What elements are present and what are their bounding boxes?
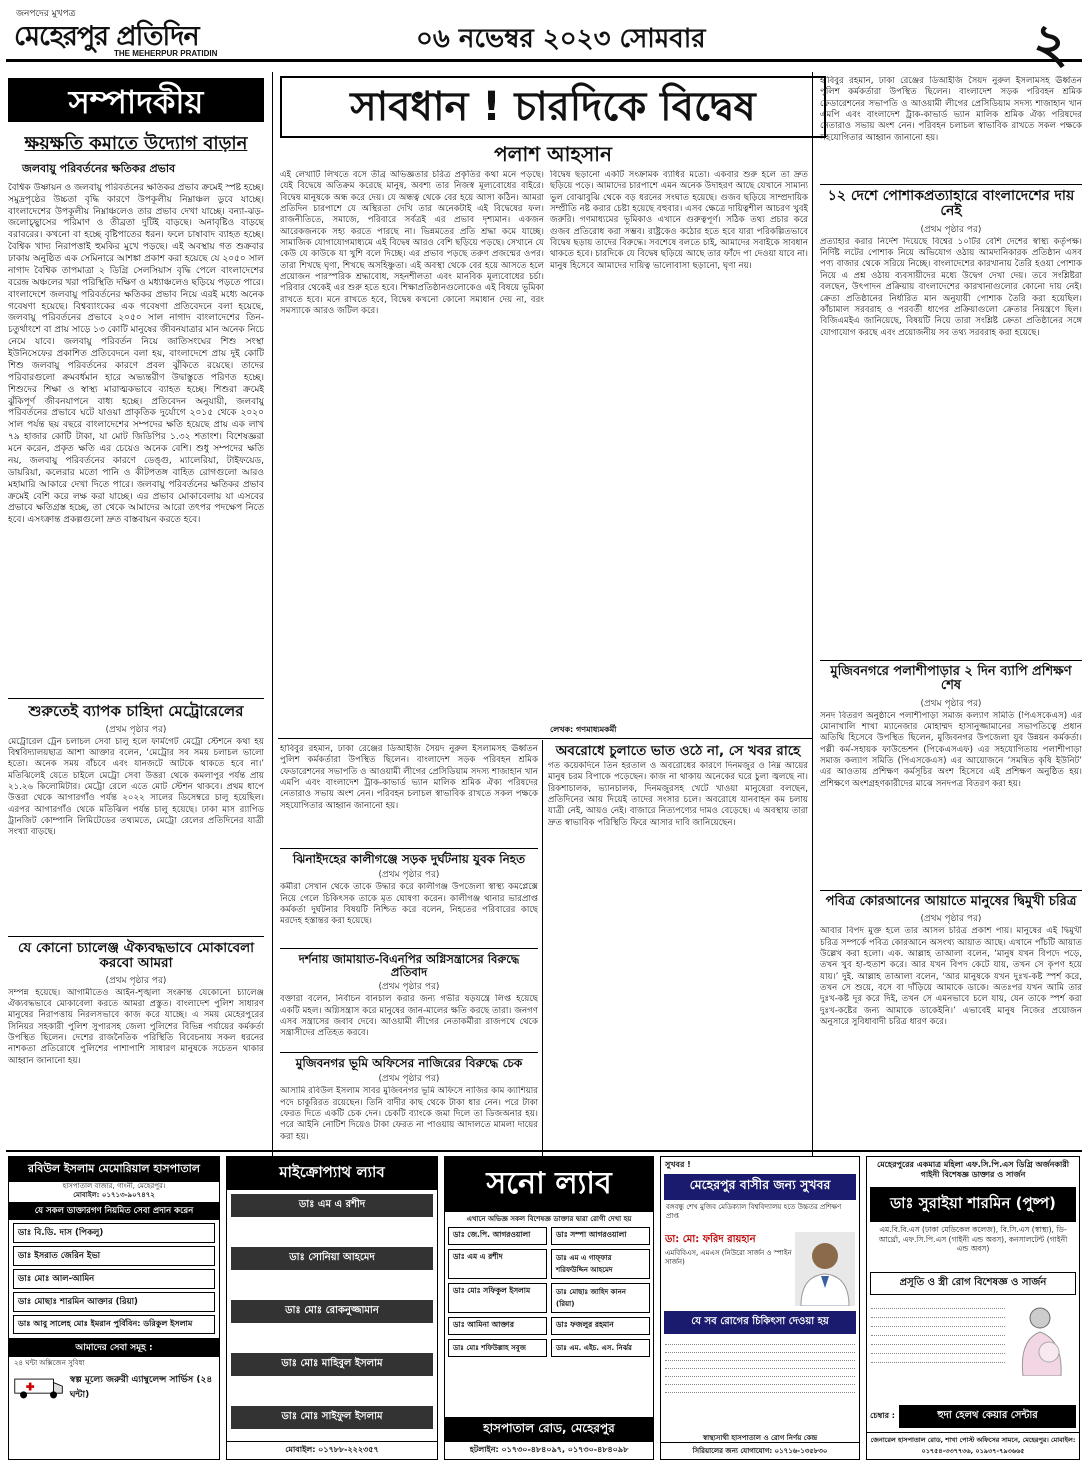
lead-author-note: লেখক: গণমাধ্যমকর্মী [550,725,617,734]
ad-phone: সিরিয়ালের জন্য যোগাযোগ: ০১৭১৬-১৩৫৮৩০ [661,1442,859,1459]
ad-phone: মোবাইল: ০১৭১৩-৯০৭৪৭২ [73,1191,155,1200]
continued-label: (প্রথম পৃষ্ঠার পর) [105,724,167,735]
garments-headline: ১২ দেশে পোশাকপ্রত্যাহারে বাংলাদেশের দায় নেই [827,188,1075,220]
editorial-headline: ক্ষয়ক্ষতি কমাতে উদ্যোগ বাড়ান [24,133,248,154]
doctor-name: ডাঃ সম্পা আগরওয়ালা [551,1227,650,1245]
editorial-banner: সম্পাদকীয় [8,78,264,122]
doctor-name: ডাঃ এম এ রশীদ [448,1249,547,1279]
ad-title: রবিউল ইসলাম মেমোরিয়াল হাসপাতাল [9,1157,219,1182]
doctor-block [661,1230,859,1308]
continued-label: (প্রথম পৃষ্ঠার পর) [920,698,982,709]
service-block [867,1298,1079,1378]
list-item [871,1336,1005,1345]
doctor-name: ডাঃ আবু সালেহ মোঃ ইমরান পুর্বিবিন: ডরিকুল ইসলাম [13,1315,215,1334]
metrorail-article [8,698,264,930]
doctor-name: ডাঃ মোঃ মাহিবুল ইসলাম [231,1353,433,1376]
doctor-name: ডাঃ মোঃ সফিকুল ইসলাম [448,1283,547,1313]
service-list [871,1300,1005,1376]
list-item [871,1345,1005,1354]
continued-label: (প্রথম পৃষ্ঠার পর) [105,975,167,986]
divider [278,738,812,739]
newspaper-name-english: THE MEHERPUR PRATIDIN [114,49,218,58]
editorial-section [8,130,264,690]
ad-title: মাইক্রোপ্যাথ ল্যাব [227,1157,437,1190]
ad-service: ২৪ ঘন্টা অক্সিজেন সুবিধা [14,1359,85,1368]
ad-sono-lab [444,1156,654,1460]
chamber-label: চেম্বার : [870,1411,895,1420]
training-body: সনদ বিতরণ অনুষ্ঠানে পলাশীপাড়া সমাজ কল্যাণ সমিতি (পিএসকেএস) এর মোনাখালি শাখা ম্যানেজার মোহাম্মদ হাসানুজ্জামানের সভাপতিত্বে প্রধান অতিথি হিসেবে উপস্থিত ছিলেন, মুজিবনগর উপজেলা যুব উন্নয়ন কর্মকর্তা। পল্লী কর্ম-সহায়ক ফাউন্ডেশন (পিকেএসএফ) এর সহযোগিতায় পলাশীপাড়া সমাজ কল্যাণ সমিতি (পিএসকেএস) এর আয়োজনে ‘সমন্বিত কৃষি ইউনিট’ এর আওতায় প্রশিক্ষণ কর্মসূচির অংশ হিসেবে এই প্রশিক্ষণ অনুষ্ঠিত হয়। প্রশিক্ষণে অংশগ্রহণকারীদের মাঝে সনদপত্র বিতরণ করা হয়। [820,710,1082,789]
doctor-name: ডাঃ মোঃ শফিউল্লাহ সবুজ [448,1339,547,1357]
ad-phone: মোবাইল: ০১৭৮৮-২২২৩৫৭ [227,1441,437,1459]
doctor-details [665,1232,795,1306]
continued-label: (প্রথম পৃষ্ঠার পর) [378,870,440,881]
doctor-name: ডাঃ এম. এইচ. এস. নির্ঝর [551,1339,650,1357]
jhenaidah-article [280,848,538,944]
unity-headline: যে কোনো চ্যালেঞ্জ ঐক্যবদ্ধভাবে মোকাবেলা করবো আমরা [17,940,255,971]
disease-list [665,1337,855,1429]
rice-headline: অবরোধে চুলাতে ভাত ওঠে না, সে খবর রাহে [555,744,801,759]
ad-micropath-lab [226,1156,438,1460]
doctor-grid [445,1224,653,1360]
continued-label: (প্রথম পৃষ্ঠার পর) [920,914,982,925]
list-item [871,1309,1005,1318]
doctor-degree: এমবিবিএস, এমএস (নিউরো সার্জন ও স্পাইন সার্জন) [665,1249,792,1267]
ads-divider [6,1150,1082,1152]
maternity-illustration [1005,1300,1075,1376]
ad-title: সনো ল্যাব [445,1157,653,1212]
doctor-name: ডাঃ সোনিয়া আহমেদ [231,1247,433,1270]
mujibnagar-headline: মুজিবনগর ভূমি অফিসের নাজিরের বিরুদ্ধে চেক [295,1056,523,1070]
ad-top-line: মেহেরপুরের একমাত্র মহিলা এফ.সি.পি.এস ডিগ্রি অর্জনকারী গাইনী বিশেষজ্ঞ ডাক্তার ও সার্জন [876,1160,1070,1180]
ambulance-text: স্বল্প মূল্যে জরুরী এ্যাম্বুলেন্স সার্ভিস (২৪ ঘন্টা) [69,1375,213,1401]
unity-body: সম্পন্ন হয়েছে। আগামীতেও আইন-শৃঙ্খলা সংক্রান্ত যেকোনো চ্যালেঞ্জ ঐক্যবদ্ধভাবে মোকাবেলা করতে আমরা প্রস্তুত। বাংলাদেশ পুলিশ সাধারণ মানুষের নিরাপত্তায় নিরলসভাবে কাজ করে যাচ্ছে। এ সময় মেহেরপুরের সিনিয়র সহকারী পুলিশ সুপারসহ জেলা পুলিশের বিভিন্ন পর্যায়ের কর্মকর্তা উপস্থিত ছিলেন। দেশের রাজনৈতিক পরিস্থিতি বিবেচনায় সকল ধরনের নাশকতা প্রতিরোধে পুলিশের পাশাপাশি সাধারণ মানুষকে সচেতন থাকার আহ্বান জানানো হয়। [8,987,264,1066]
doctor-photo [795,1232,855,1306]
bnp-headline: দর্শনায় জামায়াত-বিএনপির অগ্নিসন্ত্রাসের বিরুদ্ধে প্রতিবাদ [298,952,520,979]
lead-headline: সাবধান ! চারদিকে বিদ্বেষ [280,76,826,138]
masthead-tagline: জনপদের মুখপত্র [16,9,76,19]
mujibnagar-article [280,1052,538,1148]
ad-kicker: সুখবর ! [665,1160,691,1169]
metrorail-headline: শুরুতেই ব্যাপক চাহিদা মেট্রোরেলের [28,702,244,720]
ad-specialty: প্রসূতি ও স্ত্রী রোগ বিশেষজ্ঞ ও সার্জন [870,1272,1076,1295]
list-item [665,1353,855,1361]
garments-body: প্রত্যাহার করার নির্দেশ দিয়েছে বিশ্বের ১০টির বেশি দেশের স্বাস্থ্য কর্তৃপক্ষ। নির্দিষ্ট লটের পোশাক নিয়ে অভিযোগ ওঠায় আমদানিকারক প্রতিষ্ঠান এসব পণ্য বাজার থেকে সরিয়ে নিচ্ছে। বাংলাদেশের কারখানায় তৈরি হওয়া পোশাক নিয়ে এ প্রশ্ন ওঠায় ব্যবসায়ীদের মধ্যে উদ্বেগ দেখা দেয়। তবে সংশ্লিষ্টরা বলছেন, উৎপাদন প্রক্রিয়ায় বাংলাদেশের কারখানাগুলোর কোনো দায় নেই। ক্রেতা প্রতিষ্ঠানের নির্ধারিত মান অনুযায়ী পোশাক তৈরি করা হয়েছিল। কাঁচামাল সরবরাহ ও পরবর্তী ধাপের প্রক্রিয়াগুলো ক্রেতার নিয়ন্ত্রণে ছিল। বিজিএমইএ জানিয়েছে, বিষয়টি নিয়ে তারা সংশ্লিষ্ট ক্রেতা প্রতিষ্ঠানের সঙ্গে যোগাযোগ করছে এবং প্রয়োজনীয় সব তথ্য সরবরাহ করা হয়েছে। [820,236,1082,338]
quran-body: আবার বিপদ মুক্ত হলে তার আসল চরিত্র প্রকাশ পায়। মানুষের এই দ্বিমুখী চরিত্র সম্পর্কে পবিত্র কোরআনে অসংখ্য আয়াত আছে। এখানে পাঁচটি আয়াত উল্লেখ করা হলো। এক. আল্লাহ তাআলা বলেন, ‘মানুষ যখন বিপদে পড়ে, তখন খুব হা-হুতাশ করে। আর যখন বিপদ কেটে যায়, তখন সে কৃপণ হয়ে যায়।’ দুই. আল্লাহ তাআলা বলেন, ‘আর মানুষকে যখন দুঃখ-কষ্ট স্পর্শ করে, তখন সে শুয়ে, বসে বা দাঁড়িয়ে আমাকে ডাকে। অতঃপর যখন আমি তার দুঃখ-কষ্ট দূর করে দিই, তখন সে এমনভাবে চলে যায়, যেন তাকে স্পর্শ করা দুঃখ-কষ্টের জন্য আমাকে ডাকেইনি।’ এভাবেই মানুষ নিজের প্রয়োজন অনুসারে সুবিধাবাদী চরিত্র ধারণ করে। [820,926,1082,1028]
garments-article [820,184,1082,654]
rice-body: গত কয়েকদিনে তিন হরতাল ও অবরোধের কারণে দিনমজুর ও নিম্ন আয়ের মানুষ চরম বিপাকে পড়েছেন। কাজ না থাকায় অনেকের ঘরে চুলা জ্বলছে না। রিকশাচালক, ভ্যানচালক, দিনমজুরসহ খেটে খাওয়া মানুষেরা বলছেন, প্রতিদিনের আয় দিয়েই তাদের সংসার চলে। অবরোধে যানবাহন কম চলায় যাত্রী নেই, আয়ও নেই। বাজারে নিত্যপণ্যের দামও বেড়েছে। এ অবস্থায় তারা দ্রুত স্বাভাবিক পরিস্থিতি ফিরে আসার দাবি জানিয়েছেন। [548,760,808,828]
ad-address: হাসপাতাল রোড, মেহেরপুর [445,1417,653,1443]
doctor-degree [227,1327,437,1349]
quran-article [820,890,1082,1146]
editorial-subhead: জলবায়ু পরিবর্তনের ক্ষতিকর প্রভাব [22,161,176,175]
ad-rabiul-hospital [8,1156,220,1460]
doctor-name: ডাঃ মোঃ আল-আমিন [13,1269,215,1289]
doctor-name: ডাঃ ফজলুর রহমান [551,1317,650,1335]
doctor-degree [227,1221,437,1243]
ad-gynae-doctor [866,1156,1080,1460]
list-item [665,1377,855,1385]
ambulance-row [13,1372,215,1402]
doctor-degree [227,1274,437,1296]
ad-place: স্বাস্থ্যসাথী হাসপাতাল ও রোগ নির্ণয় কেন্দ্র [702,1433,818,1442]
ad-intro: বঙ্গবন্ধু শেখ মুজিব মেডিক্যাল বিশ্ববিদ্যালয় হতে উচ্চতর প্রশিক্ষণ প্রাপ্ত [666,1203,842,1221]
list-item [871,1354,1005,1363]
metrorail-body: মেট্রোরেল ট্রেন চলাচল সেবা চালু হলে ফার্মগেট মেট্রো স্টেশনে কথা হয় বিশ্ববিদ্যালয়ছাত্র আশা আক্তার বলেন, ‘মেট্রোর সব সময় চলাচল ভালো হতো। অনেক সময় বাঁচবে এবং যানজটে আটকে থাকতে হবে না।’ মতিঝিলেই যেতে চাইলে মেট্রো সেবা উত্তরা থেকে কমলাপুর পর্যন্ত প্রায় ২১.২৬ কিলোমিটার। মেট্রো রেলে এতে মোট স্টেশন থাকবে। প্রথম ধাপে উত্তরা থেকে আগারগাঁও পর্যন্ত ২০২২ সালের ডিসেম্বরে চালু হয়েছিল। এরপর আগারগাঁও থেকে মতিঝিল পর্যন্ত চালু হয়েছে। ঢাকা মাস র‍্যাপিড ট্রানজিট কোম্পানি লিমিটেডের তথ্যমতে, মেট্রো রেলের প্রতিদিনের যাত্রী সংখ্যা বাড়ছে। [8,736,264,838]
doctor-name: ডাঃ মোছাঃ জাহিদ কানন (রিয়া) [551,1283,650,1313]
lead-body-column-2: বিদ্বেষ ছড়ানো একটি সংক্রামক ব্যাধির মতো। একবার শুরু হলে তা দ্রুত ছড়িয়ে পড়ে। আমাদের চারপাশে এমন অনেক উদাহরণ আছে যেখানে সামান্য ভুল বোঝাবুঝি থেকে বড় ধরনের সংঘাত হয়েছে। গুজব ছড়িয়ে সাম্প্রদায়িক সম্প্রীতি নষ্ট করার চেষ্টা হয়েছে বহুবার। এসব ক্ষেত্রে দায়িত্বশীল আচরণ খুবই জরুরি। গণমাধ্যমের ভূমিকাও এখানে গুরুত্বপূর্ণ। সঠিক তথ্য প্রচার করে গুজব প্রতিরোধ করা সম্ভব। রাষ্ট্রকেও কঠোর হতে হবে যারা পরিকল্পিতভাবে বিদ্বেষ ছড়ায় তাদের বিরুদ্ধে। সবশেষে বলতে চাই, আমাদের সবাইকে সাবধান থাকতে হবে। চারদিকে যে বিদ্বেষ ছড়িয়ে আছে তার ফাঁদে পা দেওয়া যাবে না। মানুষ হিসেবে আমাদের দায়িত্ব ভালোবাসা ছড়ানো, ঘৃণা নয়। [550,170,808,271]
doctor-degree [227,1380,437,1402]
ad-band: যে সব রোগের চিকিৎসা দেওয়া হয় [664,1311,856,1334]
ad-services-label: আমাদের সেবা সমূহ : [9,1338,219,1357]
list-item [665,1361,855,1369]
jhenaidah-body: কর্মীরা সেখান থেকে তাকে উদ্ধার করে কালীগঞ্জ উপজেলা স্বাস্থ্য কমপ্লেক্সে নিয়ে গেলে চিকিৎসক তাকে মৃত ঘোষণা করেন। কালীগঞ্জ থানার ভারপ্রাপ্ত কর্মকর্তা দুর্ঘটনার বিষয়টি নিশ্চিত করে বলেন, নিহতের পরিবারের কাছে মরদেহ হস্তান্তর করা হয়েছে। [280,882,538,927]
jhenaidah-headline: ঝিনাইদহের কালীগঞ্জে সড়ক দুর্ঘটনায় যুবক নিহত [292,852,526,866]
training-article [820,660,1082,882]
masthead [6,4,1082,75]
strike-article-body: হাবিবুর রহমান, ঢাকা রেঞ্জের ডিআইজি সৈয়দ নুরুল ইসলামসহ ঊর্ধ্বতন পুলিশ কর্মকর্তারা উপস্থিত ছিলেন। বাংলাদেশ সড়ক পরিবহন শ্রমিক ফেডারেশনের সভাপতি ও আওয়ামী লীগের প্রেসিডিয়াম সদস্য শাজাহান খান এমপি এবং বাংলাদেশ ট্রাক-কাভার্ড ভ্যান মালিক শ্রমিক ঐক্য পরিষদের নেতারাও সভায় অংশ নেন। পরিবহন চলাচল স্বাভাবিক রাখতে সকল পক্ষকে সহযোগিতার আহ্বান জানানো হয়। [280,744,538,811]
unity-article [8,936,264,1146]
bnp-body: বক্তারা বলেন, নির্বাচন বানচাল করার জন্য গভীর ষড়যন্ত্রে লিপ্ত হয়েছে একটি মহল। অগ্নিসন্ত্রাস করে মানুষের জান-মালের ক্ষতি করছে তারা। জনগণ এসব সন্ত্রাসের জবাব দেবে। আওয়ামী লীগের নেতাকর্মীরা রাজপথে থেকে সন্ত্রাসীদের প্রতিহত করবে। [280,994,538,1039]
doctor-name: ডাঃ মোঃ সাইফুল ইসলাম [231,1406,433,1429]
doctor-name: ডা: মো: ফরিদ রায়হান [665,1234,756,1245]
list-item [665,1345,855,1353]
ad-subtitle: এখানে অভিজ্ঞ সকল বিশেষজ্ঞ ডাক্তার দ্বারা রোগী দেখা হয় [466,1215,632,1223]
bnp-article [280,948,538,1048]
ad-neuro-surgeon [660,1156,860,1460]
ad-band: যে সকল ডাক্তারগণ নিয়মিত সেবা প্রদান করেন [9,1202,219,1220]
list-item [871,1327,1005,1336]
lead-body-column-1: এই লেখাটি লিখতে বসে তীব্র অভিজ্ঞতার চরিত্র প্রকৃতির কথা মনে পড়ছে। যেই বিদ্বেষে অতিক্রম করেছে মানুষ, অবশ্য তার নিজস্ব মূল্যবোধের বাইরে। বিদ্বেষ মানুষকে অন্ধ করে দেয়। যে অন্ধত্ব থেকে বের হয়ে আসা কঠিন। আমরা প্রতিদিন চারপাশে যে অস্থিরতা দেখি তার অনেকটাই এই বিদ্বেষের ফল। রাজনীতিতে, সমাজে, পরিবারে সর্বত্রই এর প্রভাব দৃশ্যমান। একজন আরেকজনকে সহ্য করতে পারছে না। ভিন্নমতের প্রতি শ্রদ্ধা কমে যাচ্ছে। সামাজিক যোগাযোগমাধ্যমে এই বিদ্বেষ আরও বেশি ছড়িয়ে পড়ছে। সেখানে যে কেউ যে কাউকে যা খুশি বলে দিচ্ছে। এর প্রভাব পড়ছে তরুণ প্রজন্মের ওপর। তারা শিখছে ঘৃণা, শিখছে অসহিষ্ণুতা। এই অবস্থা থেকে বের হয়ে আসতে হলে প্রয়োজন পারস্পরিক শ্রদ্ধাবোধ, সহনশীলতা এবং মানবিক মূল্যবোধের চর্চা। পরিবার থেকেই এর শুরু হতে হবে। শিক্ষাপ্রতিষ্ঠানগুলোকেও এই বিষয়ে ভূমিকা রাখতে হবে। মনে রাখতে হবে, বিদ্বেষ কখনো কোনো সমাধান দেয় না, বরং সমস্যাকে আরও জটিল করে। [280,170,544,317]
ambulance-icon [13,1372,66,1402]
doctor-name: ডাঃ বি.ডি. দাস (পিকলু) [13,1223,215,1243]
doctor-name: ডাঃ ইসরাত জেরিন ইভা [13,1246,215,1266]
mujibnagar-body: আসামি রবিউল ইসলাম সাবর মুজিবনগর ভূমি অফিসে নাজির কাম ক্যাশিয়ার পদে চাকুরিরত রয়েছেন। তিনি বাদীর কাছ থেকে টাকা ধার নেন। পরে টাকা ফেরত দিতে একটি চেক দেন। চেকটি ব্যাংকে জমা দিলে তা ডিজঅনার হয়। পরে আইনি নোটিশ দিয়েও টাকা ফেরত না পাওয়ায় আদালতে মামলা দায়ের করা হয়। [280,1086,538,1142]
editorial-body: বৈশ্বিক উষ্ণায়ন ও জলবায়ু পরিবর্তনের ক্ষতিকর প্রভাব ক্রমেই স্পষ্ট হচ্ছে। সমুদ্রপৃষ্ঠের উচ্চতা বৃদ্ধি কারণে উপকূলীয় নিম্নাঞ্চল ডুবে যাচ্ছে। বাংলাদেশের উপকূলীয় নিম্নাঞ্চলেও তার প্রভাব দেখা যাচ্ছে। বন্যা-ঝড়-জলোচ্ছ্বাসের পরিমাণ ও তীব্রতা দুটিই বাড়ছে। অনাবৃষ্টিও বাড়ছে বরাবরের। কখনো বা হচ্ছে বৃষ্টিপাতের ধরন। ফলে চাষাবাদ ব্যাহত হচ্ছে। বৈশ্বিক খাদ্য নিরাপত্তাই হুমকির মুখে পড়ছে। এই অবস্থায় গত শুক্রবার ঢাকায় অনুষ্ঠিত এক সেমিনারে আশঙ্কা প্রকাশ করা হয়েছে যে ২০৫০ সাল নাগাদ বৈশ্বিক তাপমাত্রা ২ ডিগ্রি সেলসিয়াস বৃদ্ধি পেলে বাংলাদেশের বরেন্দ্র অঞ্চলের খরা পরিস্থিতি দক্ষিণ ও মধ্যাঞ্চলেও ছড়িয়ে পড়তে পারে। বাংলাদেশে জলবায়ু পরিবর্তনের ক্ষতিকর প্রভাব নিয়ে এরই মধ্যে অনেক গবেষণা হয়েছে। বিশ্বব্যাংকের এক গবেষণা প্রতিবেদনে বলা হয়েছে, জলবায়ু পরিবর্তনের প্রভাবে ২০৫০ সাল নাগাদ বাংলাদেশের তিন-চতুর্থাংশে বা প্রায় সাড়ে ১৩ কোটি মানুষের জীবনযাত্রার মান অনেক নিচে নেমে যাবে। জলবায়ু পরিবর্তন নিয়ে জাতিসংঘের শিশু সংস্থা ইউনিসেফের প্রকাশিত প্রতিবেদনে বলা হয়, বাংলাদেশে প্রায় দুই কোটি শিশু জলবায়ু পরিবর্তনের কারণে প্রবল ঝুঁকিতে রয়েছে। তাদের পরিবারগুলো ক্রমবর্ধমান হারে অভ্যন্তরীণ উদ্বাস্তুতে পরিণত হচ্ছে। শিশুদের শিক্ষা ও স্বাস্থ্য মারাত্মকভাবে ব্যাহত হচ্ছে। শিশুরা ক্রমেই ঝুঁকিপূর্ণ জীবনযাপনে বাধ্য হচ্ছে। প্রতিবেদন অনুযায়ী, জলবায়ু পরিবর্তনের প্রভাবে ঘটে যাওয়া প্রাকৃতিক দুর্যোগে ২০১৫ থেকে ২০২০ সাল পর্যন্ত ছয় বছরে বাংলাদেশের সম্পদের ক্ষতি হয়েছে প্রায় এক লাখ ৭৯ হাজার কোটি টাকা, যা মোট জিডিপির ১.৩২ শতাংশ। বিশেষজ্ঞরা মনে করেন, প্রকৃত ক্ষতি এর চেয়েও অনেক বেশি। শুধু সম্পদের ক্ষতি নয়, জলবায়ু পরিবর্তনের কারণে ডেঙ্গু, ম্যালেরিয়া, টাইফয়েড, ডায়রিয়া, কলেরার মতো পানি ও কীটপতঙ্গ বাহিত রোগগুলো আরও মহামারি আকারে দেখা দিতে পারে। জলবায়ু পরিবর্তনের ক্ষতিকর প্রভাব ক্রমেই বেশি করে লক্ষ করা যাচ্ছে। এর প্রভাব মোকাবেলায় যা এসবের প্রভাবে ক্ষতিগ্রস্ত হচ্ছে, তা থেকে আমাদের আরো তৎপর পদক্ষেপ নিতে হবে। এসংক্রান্ত প্রকল্পগুলো দ্রুত বাস্তবায়ন করতে হবে। [8,182,264,526]
ad-title: মেহেরপুর বাসীর জন্য সুখবর [664,1174,856,1200]
doctor-name: ডাঃ এম এ রশীদ [231,1194,433,1217]
list-item [871,1300,1005,1309]
rice-article [548,744,808,1144]
chamber-name: হুদা হেলথ কেয়ার সেন্টার [899,1405,1076,1428]
page-number: ২ [1032,12,1068,75]
list-item [871,1318,1005,1327]
chamber-row [870,1405,1076,1428]
continued-label: (প্রথম পৃষ্ঠার পর) [378,1074,440,1085]
ad-phone: জেনারেল হাসপাতাল রোড, শাখা পোস্ট অফিসের সামনে, মেহেরপুর। মোবাইল: ০১৭৫৪-৩৩৭৭৩৬, ০১৯৩৭-৭৯৩৬৬৫ [867,1432,1079,1459]
list-item [665,1337,855,1345]
ad-address: হাসপাতাল বাজার, গাংনী, মেহেরপুর। [62,1182,166,1190]
quran-headline: পবিত্র কোরআনের আয়াতে মানুষের দ্বিমুখী চরিত্র [825,894,1077,909]
doctor-name: ডাঃ মোঃ রোকনুজ্জামান [231,1300,433,1323]
doctor-degree: এম.বি.বি.এস (ঢাকা মেডিকেল কলেজ), বি.সি.এস (স্বাস্থ্য), ডি-আর্থ্রো, এফ.সি.পি.এস (গাইনী এন্ড অবস), কনসালটেন্ট (গাইনী এন্ড অবস) [878,1224,1068,1254]
doctor-name: ডাঃ আমিনা আক্তার [448,1317,547,1335]
doctor-name: ডাঃ এম এ গাফ্ফার শরিফউদ্দিন আহমেদ [551,1249,650,1279]
doctor-name: ডাঃ সুরাইয়া শারমিন (পুষ্প) [870,1187,1076,1222]
doctor-name: ডাঃ মোছাঃ শারমিন আক্তার (রিয়া) [13,1292,215,1312]
right-top-continuation: হাবিবুর রহমান, ঢাকা রেঞ্জের ডিআইজি সৈয়দ নুরুল ইসলামসহ ঊর্ধ্বতন পুলিশ কর্মকর্তারা উপস্থিত ছিলেন। বাংলাদেশ সড়ক পরিবহন শ্রমিক ফেডারেশনের সভাপতি ও আওয়ামী লীগের প্রেসিডিয়াম সদস্য শাজাহান খান এমপি এবং বাংলাদেশ ট্রাক-কাভার্ড ভ্যান মালিক শ্রমিক ঐক্য পরিষদের নেতারাও সভায় অংশ নেন। পরিবহন চলাচল স্বাভাবিক রাখতে সকল পক্ষকে সহযোগিতার আহ্বান জানানো হয়। [820,76,1082,143]
continued-label: (প্রথম পৃষ্ঠার পর) [378,982,440,993]
training-headline: মুজিবনগরে পলাশীপাড়ার ২ দিন ব্যাপি প্রশিক্ষণ শেষ [830,664,1072,694]
list-item [665,1385,855,1393]
ad-phone: হটলাইন: ০১৭৩০-৪৮৪০৯৭, ০১৭৩০-৪৮৪০৯৮ [445,1441,653,1459]
doctor-name: ডাঃ জে.পি. আগরওয়ালা [448,1227,547,1245]
issue-date: ০৬ নভেম্বর ২০২৩ সোমবার [416,24,706,54]
lead-author: পলাশ আহসান [494,142,612,166]
newspaper-name: মেহেরপুর প্রতিদিন [14,21,199,52]
list-item [665,1369,855,1377]
continued-label: (প্রথম পৃষ্ঠার পর) [920,224,982,235]
